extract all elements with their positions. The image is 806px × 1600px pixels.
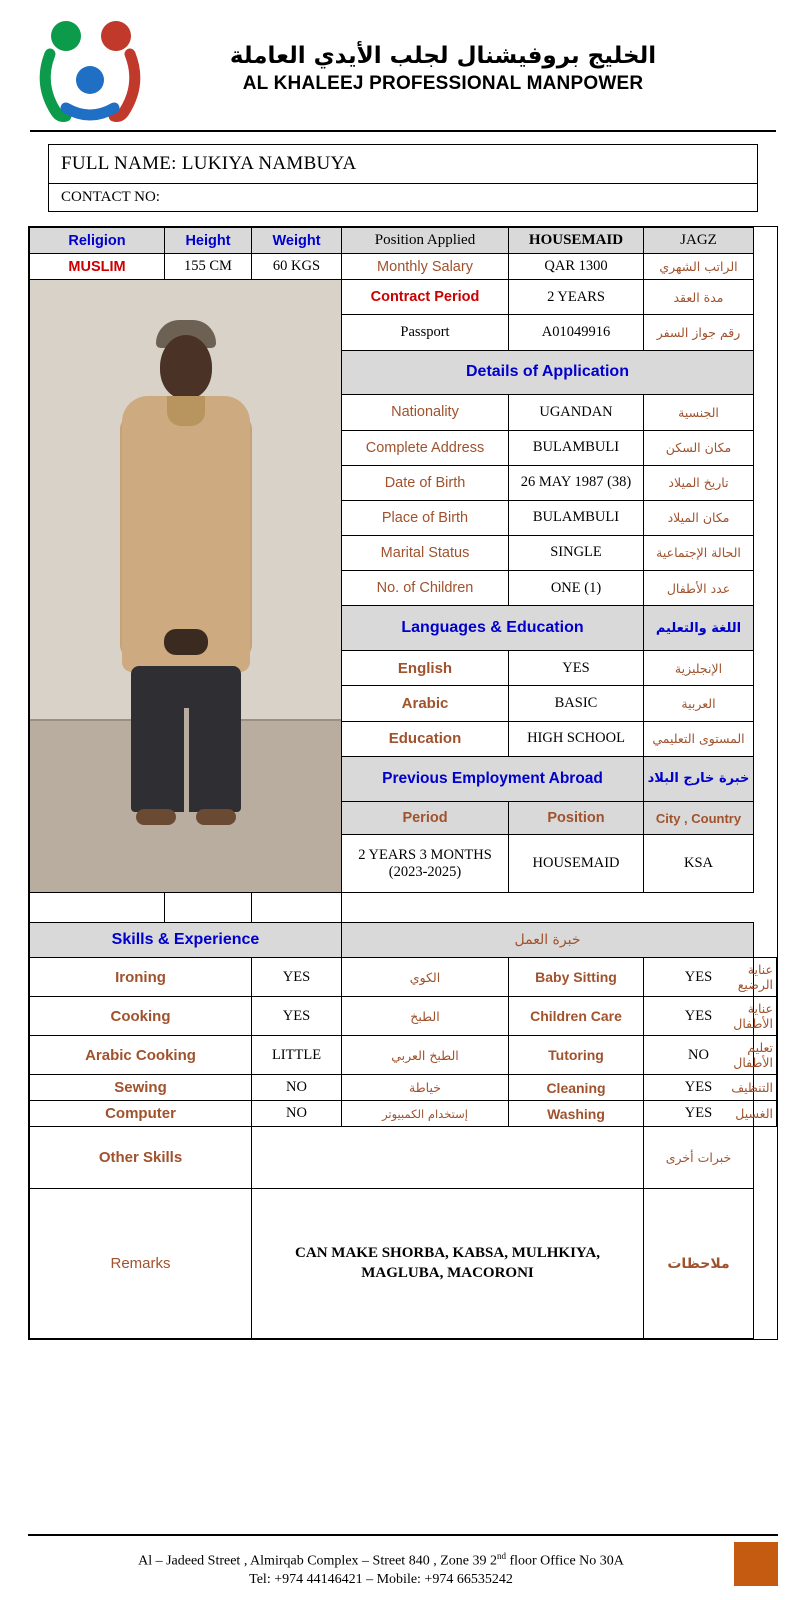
employment-position-header: Position [509,801,644,835]
table-row [30,1189,777,1339]
education-value: HIGH SCHOOL [509,721,644,756]
address-value: BULAMBULI [509,430,644,465]
table-row [30,1101,777,1127]
details-section-title: Details of Application [342,350,754,395]
marital-status-value: SINGLE [509,535,644,570]
skill-cleaning-label: Cleaning [509,1075,644,1101]
height-value: 155 CM [165,254,252,280]
company-name-english: AL KHALEEJ PROFESSIONAL MANPOWER [242,73,644,94]
other-skills-arabic: خبرات أخرى [644,1127,754,1189]
passport-arabic: رقم جواز السفر [644,315,754,350]
dob-label: Date of Birth [342,465,509,500]
three-people-logo [30,14,150,124]
skills-section-title-arabic: خبرة العمل [342,923,754,958]
full-name-field: FULL NAME: LUKIYA NAMBUYA [49,145,757,184]
other-skills-label: Other Skills [30,1127,252,1189]
contract-period-label: Contract Period [342,280,509,315]
skill-cleaning-arabic: التنظيف [754,1075,777,1101]
languages-section-title: Languages & Education [342,606,644,651]
arabic-label: Arabic [342,686,509,721]
contract-period-arabic: مدة العقد [644,280,754,315]
table-row [30,893,777,923]
education-arabic: المستوى التعليمي [644,721,754,756]
children-value: ONE (1) [509,571,644,606]
employment-section-title: Previous Employment Abroad [342,756,644,801]
skills-section-title: Skills & Experience [30,923,342,958]
skill-baby-sitting-arabic: عناية الرضيع [754,958,777,997]
nationality-label: Nationality [342,395,509,430]
dob-value: 26 MAY 1987 (38) [509,465,644,500]
children-arabic: عدد الأطفال [644,571,754,606]
skill-children-care-value: YES [644,997,754,1036]
table-row [30,958,777,997]
height-label: Height [165,228,252,254]
weight-label: Weight [252,228,342,254]
skill-arabic-cooking-arabic: الطبخ العربي [342,1036,509,1075]
passport-label: Passport [342,315,509,350]
employment-period-header: Period [342,801,509,835]
skill-tutoring-value: NO [644,1036,754,1075]
cv-main-sheet [28,226,778,1340]
religion-value: MUSLIM [30,254,165,280]
skill-ironing-arabic: الكوي [342,958,509,997]
employment-city-empty [252,893,342,923]
skill-cleaning-value: YES [644,1075,754,1101]
employment-position-value: HOUSEMAID [509,835,644,893]
other-skills-value [252,1127,644,1189]
position-applied-value: HOUSEMAID [509,228,644,254]
document-footer [0,1534,806,1600]
contact-no-field: CONTACT NO: [61,189,160,205]
skill-cooking-value: YES [252,997,342,1036]
arabic-value: BASIC [509,686,644,721]
skill-tutoring-arabic: تعليم الأطفال [754,1036,777,1075]
weight-value: 60 KGS [252,254,342,280]
remarks-value: CAN MAKE SHORBA, KABSA, MULHKIYA, MAGLUBA, MACORONI [252,1189,644,1339]
table-row [30,1036,777,1075]
cv-table [29,227,777,1339]
applicant-photo [30,280,342,893]
skill-baby-sitting-label: Baby Sitting [509,958,644,997]
skill-washing-label: Washing [509,1101,644,1127]
skill-washing-value: YES [644,1101,754,1127]
english-arabic: الإنجليزية [644,651,754,686]
passport-value: A01049916 [509,315,644,350]
arabic-language-arabic: العربية [644,686,754,721]
employment-city-header: City , Country [644,801,754,835]
monthly-salary-arabic: الراتب الشهري [644,254,754,280]
footer-address-sup: nd [496,1550,506,1561]
position-applied-label: Position Applied [342,228,509,254]
table-row [30,228,777,254]
skill-sewing-value: NO [252,1075,342,1101]
skill-tutoring-label: Tutoring [509,1036,644,1075]
nationality-arabic: الجنسية [644,395,754,430]
skill-cooking-arabic: الطبخ [342,997,509,1036]
marital-status-arabic: الحالة الإجتماعية [644,535,754,570]
religion-label: Religion [30,228,165,254]
address-arabic: مكان السكن [644,430,754,465]
table-row [30,1075,777,1101]
skill-sewing-arabic: خياطة [342,1075,509,1101]
footer-address [28,1550,734,1572]
applicant-code: JAGZ [644,228,754,254]
monthly-salary-label: Monthly Salary [342,254,509,280]
skill-ironing-label: Ironing [30,958,252,997]
employment-period-value: 2 YEARS 3 MONTHS (2023-2025) [342,835,509,893]
contract-period-value: 2 YEARS [509,280,644,315]
dob-arabic: تاريخ الميلاد [644,465,754,500]
table-row [30,1127,777,1189]
table-row [30,997,777,1036]
skill-arabic-cooking-label: Arabic Cooking [30,1036,252,1075]
employment-period-empty [30,893,165,923]
monthly-salary-value: QAR 1300 [509,254,644,280]
pob-label: Place of Birth [342,500,509,535]
skill-computer-value: NO [252,1101,342,1127]
footer-accent-square [734,1542,778,1586]
education-label: Education [342,721,509,756]
footer-address-part1: Al – Jadeed Street , Almirqab Complex – Street 840 , Zone 39 2 [138,1553,497,1569]
remarks-label: Remarks [30,1189,252,1339]
employment-position-empty [165,893,252,923]
footer-address-part2: floor Office No 30A [505,1553,624,1569]
pob-arabic: مكان الميلاد [644,500,754,535]
header-divider [30,130,776,132]
skill-sewing-label: Sewing [30,1075,252,1101]
skill-cooking-label: Cooking [30,997,252,1036]
employment-section-title-arabic: خبرة خارج البلاد [644,756,754,801]
applicant-name-box [48,144,758,212]
table-row [30,280,777,315]
company-name-arabic: الخليج بروفيشنال لجلب الأيدي العاملة [229,43,657,69]
english-value: YES [509,651,644,686]
skill-computer-arabic: إستخدام الكمبيوتر [342,1101,509,1127]
employment-city-value: KSA [644,835,754,893]
remarks-arabic: ملاحظات [644,1189,754,1339]
skill-ironing-value: YES [252,958,342,997]
table-row [30,923,777,958]
nationality-value: UGANDAN [509,395,644,430]
skill-computer-label: Computer [30,1101,252,1127]
skill-children-care-label: Children Care [509,997,644,1036]
skill-washing-arabic: الغسيل [754,1101,777,1127]
skill-arabic-cooking-value: LITTLE [252,1036,342,1075]
footer-phones: Tel: +974 44146421 – Mobile: +974 66535242 [249,1572,513,1588]
pob-value: BULAMBULI [509,500,644,535]
address-label: Complete Address [342,430,509,465]
document-header [0,0,806,130]
children-label: No. of Children [342,571,509,606]
table-row [30,254,777,280]
marital-status-label: Marital Status [342,535,509,570]
english-label: English [342,651,509,686]
footer-divider [28,1534,778,1536]
skill-baby-sitting-value: YES [644,958,754,997]
languages-section-title-arabic: اللغة والتعليم [644,606,754,651]
skill-children-care-arabic: عناية الأطفال [754,997,777,1036]
